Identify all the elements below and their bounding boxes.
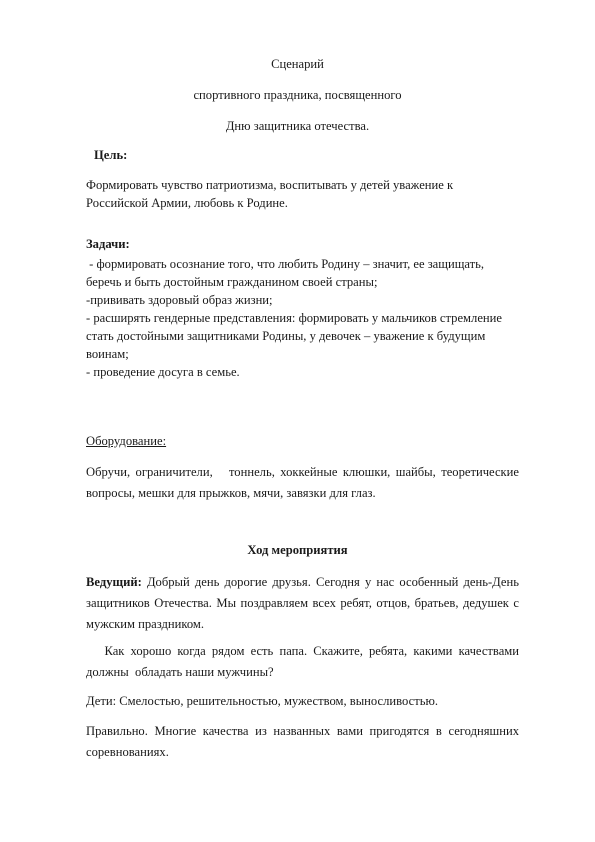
- host-text: Добрый день дорогие друзья. Сегодня у нас особенный день-День: [141, 575, 519, 589]
- event-heading: Ход мероприятия: [247, 543, 348, 557]
- host-line-1: [86, 573, 519, 591]
- goal-heading: Цель:: [94, 148, 128, 162]
- goal-line: Формировать чувство патриотизма, воспитывать у детей уважение к: [86, 178, 454, 192]
- host-label: Ведущий:: [86, 575, 142, 589]
- goal-line: Российской Армии, любовь к Родине.: [86, 196, 288, 210]
- task-line: - проведение досуга в семье.: [86, 365, 240, 379]
- question-line-2: должны обладать наши мужчины?: [86, 665, 274, 679]
- equipment-heading: Оборудование:: [86, 434, 167, 448]
- title-line-1: Сценарий: [271, 57, 324, 71]
- equipment-line-2: вопросы, мешки для прыжков, мячи, завязки для глаз.: [86, 486, 376, 500]
- task-line: стать достойными защитниками Родины, у девочек – уважение к будущим: [86, 329, 486, 343]
- task-line: воинам;: [86, 347, 129, 361]
- title-line-3: Дню защитника отечества.: [225, 119, 370, 133]
- host-line-2: защитников Отечества. Мы поздравляем всех ребят, отцов, братьев, дедушек с: [86, 596, 519, 610]
- equipment-line-1: Обручи, ограничители, тоннель, хоккейные клюшки, шайбы, теоретические: [86, 465, 519, 479]
- task-line: -прививать здоровый образ жизни;: [86, 293, 273, 307]
- host-line-3: мужским праздником.: [86, 617, 205, 631]
- right-line-1: Правильно. Многие качества из названных вами пригодятся в сегодняшних: [86, 724, 519, 738]
- question-line-1: Как хорошо когда рядом есть папа. Скажите, ребята, какими качествами: [86, 644, 519, 658]
- tasks-list: [86, 255, 519, 381]
- title-line-2: спортивного праздника, посвященного: [193, 88, 402, 102]
- task-line: беречь и быть достойным гражданином своей страны;: [86, 275, 378, 289]
- task-line: - расширять гендерные представления: формировать у мальчиков стремление: [86, 311, 502, 325]
- task-line: - формировать осознание того, что любить Родину – значит, ее защищать,: [86, 257, 485, 271]
- tasks-heading: Задачи:: [86, 237, 130, 251]
- children-answer: Дети: Смелостью, решительностью, мужеством, выносливостью.: [86, 694, 439, 708]
- goal-text: [86, 176, 519, 212]
- right-line-2: соревнованиях.: [86, 745, 169, 759]
